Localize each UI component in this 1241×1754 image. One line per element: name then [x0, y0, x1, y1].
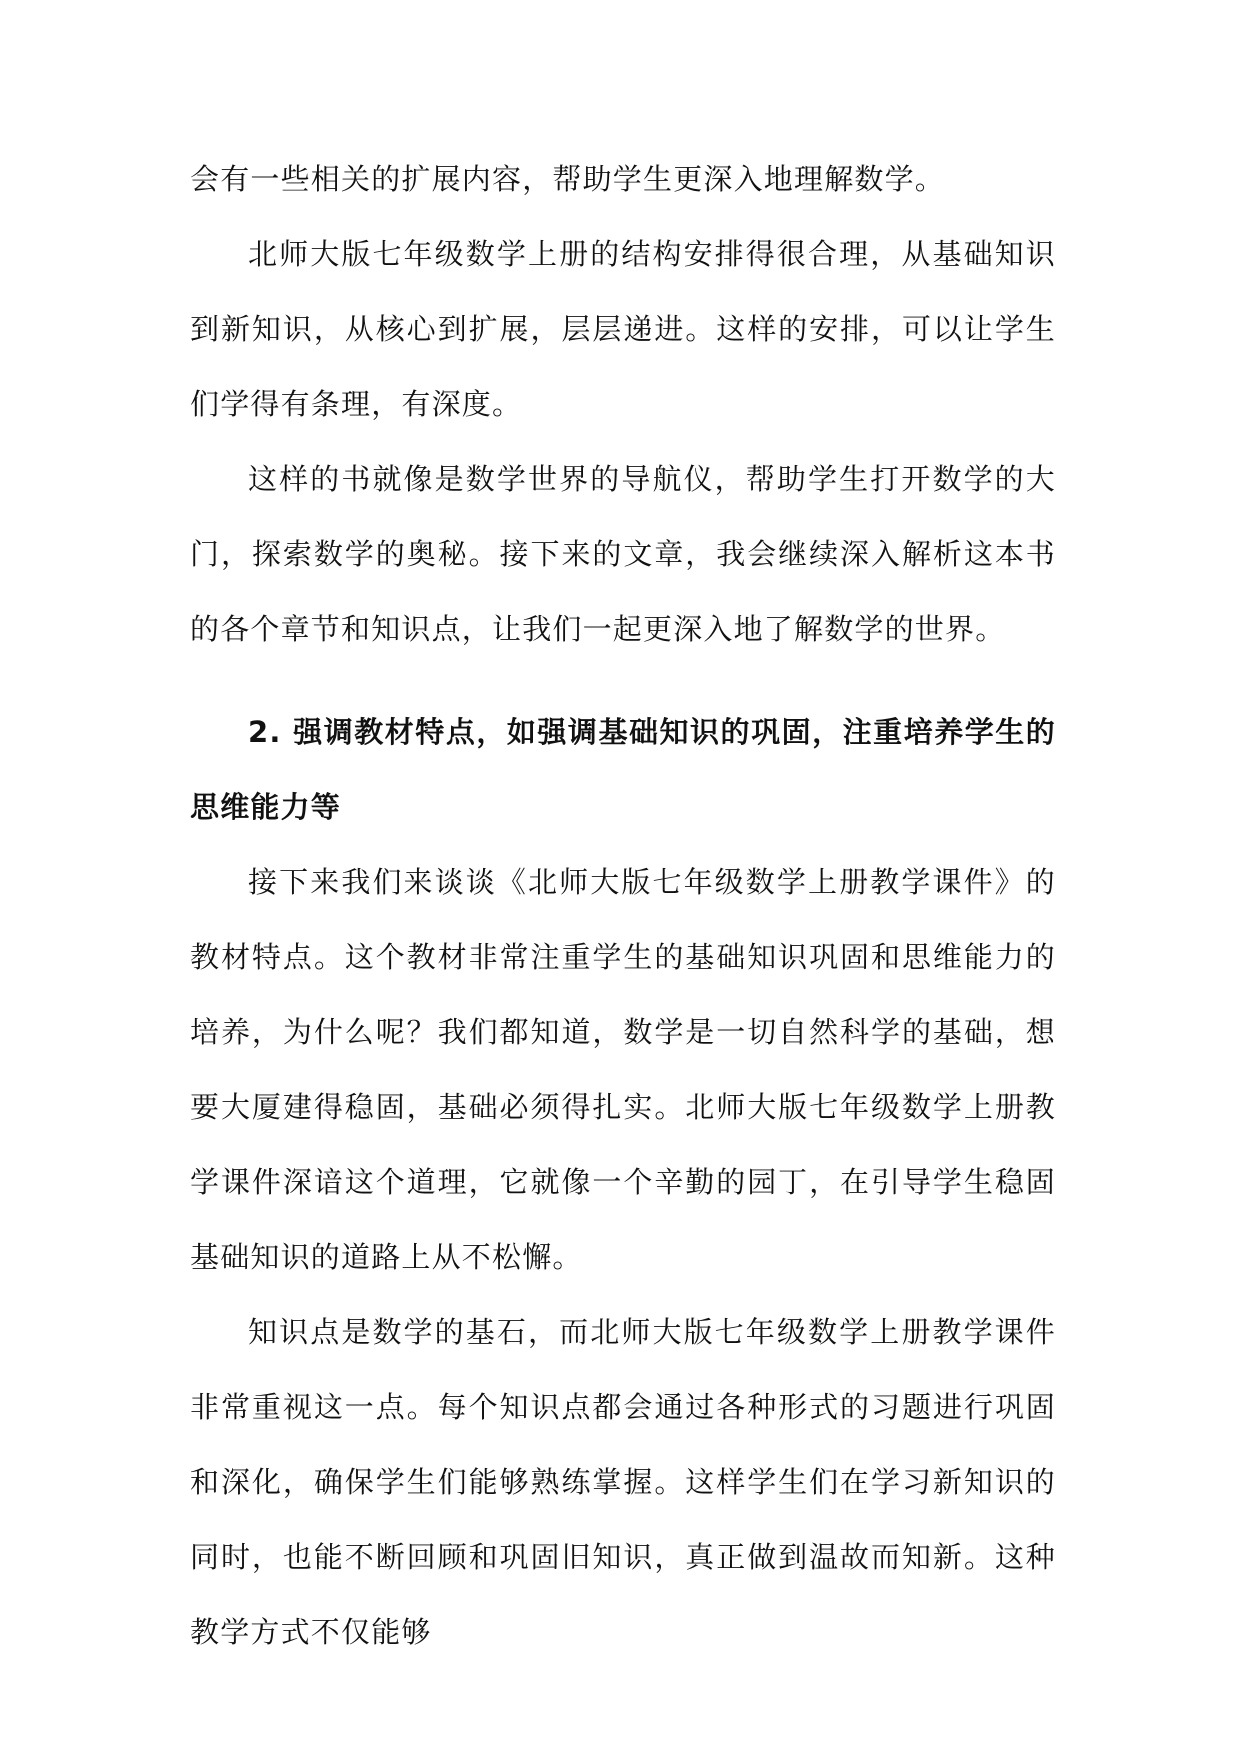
section-heading: 2. 强调教材特点，如强调基础知识的巩固，注重培养学生的思维能力等 — [190, 715, 1056, 824]
paragraph-textbook-features: 接下来我们来谈谈《北师大版七年级数学上册教学课件》的教材特点。这个教材非常注重学生的基础知识巩固和思维能力的培养，为什么呢？我们都知道，数学是一切自然科学的基础，想要大厦建得稳固，基础必须得扎实。北师大版七年级数学上册教学课件深谙这个道理，它就像一个辛勤的园丁，在引导学生稳固基础知识的道路上从不松懈。 — [190, 865, 1056, 1274]
paragraph-continuation: 会有一些相关的扩展内容，帮助学生更深入地理解数学。 — [190, 162, 946, 196]
paragraph-structure: 北师大版七年级数学上册的结构安排得很合理，从基础知识到新知识，从核心到扩展，层层递进。这样的安排，可以让学生们学得有条理，有深度。 — [190, 237, 1056, 421]
paragraph-navigator: 这样的书就像是数学世界的导航仪，帮助学生打开数学的大门，探索数学的奥秘。接下来的文章，我会继续深入解析这本书的各个章节和知识点，让我们一起更深入地了解数学的世界。 — [190, 462, 1056, 646]
document-body — [190, 142, 1056, 1670]
paragraph-knowledge-points: 知识点是数学的基石，而北师大版七年级数学上册教学课件非常重视这一点。每个知识点都会通过各种形式的习题进行巩固和深化，确保学生们能够熟练掌握。这样学生们在学习新知识的同时，也能不断回顾和巩固旧知识，真正做到温故而知新。这种教学方式不仅能够 — [190, 1315, 1056, 1649]
